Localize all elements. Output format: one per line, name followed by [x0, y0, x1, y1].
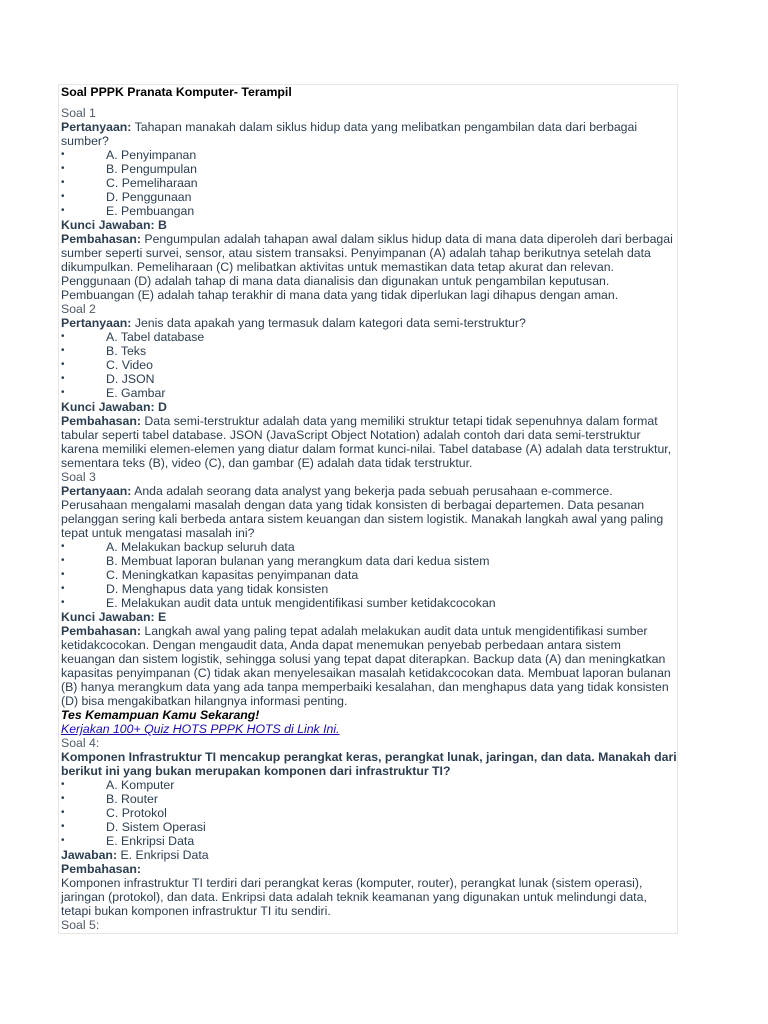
option-item: • D. JSON — [61, 372, 677, 386]
options-list — [61, 330, 677, 400]
quiz-link[interactable]: Kerjakan 100+ Quiz HOTS PPPK HOTS di Link Ini. — [61, 722, 340, 736]
option-item: • B. Pengumpulan — [61, 162, 677, 176]
question-label: Soal 3 — [61, 470, 96, 484]
option-item: • C. Pemeliharaan — [61, 176, 677, 190]
option-item: • E. Enkripsi Data — [61, 834, 677, 848]
answer-key: Kunci Jawaban: B — [61, 218, 167, 232]
option-item: • D. Menghapus data yang tidak konsisten — [61, 582, 677, 596]
options-list — [61, 778, 677, 848]
option-item: • E. Pembuangan — [61, 204, 677, 218]
explanation-body: Data semi-terstruktur adalah data yang memiliki struktur tetapi tidak sepenuhnya dalam format tabular seperti tabel database. JSON (JavaScript Object Notation) adalah contoh dari data semi-terstruktur karena memiliki elemen-elemen yang diatur dalam format kunci-nilai. Tabel database (A) adalah data terstruktur, sementara teks (B), video (C), dan gambar (E) adalah data tidak terstruktur. — [61, 414, 672, 470]
option-item: • A. Penyimpanan — [61, 148, 677, 162]
promo-heading: Tes Kemampuan Kamu Sekarang! — [61, 708, 260, 722]
question-label: Soal 5: — [61, 918, 100, 932]
question-body: Jenis data apakah yang termasuk dalam kategori data semi-terstruktur? — [131, 316, 526, 330]
question-label: Soal 1 — [61, 106, 96, 120]
question-prefix: Pertanyaan: — [61, 120, 132, 134]
question-text — [61, 316, 677, 330]
question-prefix: Pertanyaan: — [61, 484, 132, 498]
option-item: • A. Komputer — [61, 778, 677, 792]
question-block — [61, 736, 677, 918]
explanation — [61, 232, 677, 302]
explanation-prefix: Pembahasan: — [61, 624, 141, 638]
option-item: • B. Membuat laporan bulanan yang merangkum data dari kedua sistem — [61, 554, 677, 568]
question-text — [61, 484, 677, 540]
question-label: Soal 2 — [61, 302, 96, 316]
answer-text: E. Enkripsi Data — [117, 848, 209, 862]
option-item: • D. Sistem Operasi — [61, 820, 677, 834]
explanation-prefix: Pembahasan: — [61, 862, 141, 876]
explanation-prefix: Pembahasan: — [61, 414, 141, 428]
option-item: • E. Melakukan audit data untuk mengidentifikasi sumber ketidakcocokan — [61, 596, 677, 610]
question-label: Soal 4: — [61, 736, 100, 750]
option-item: • B. Teks — [61, 344, 677, 358]
question-prefix: Pertanyaan: — [61, 316, 132, 330]
document-page — [58, 84, 678, 934]
answer-key: Kunci Jawaban: D — [61, 400, 167, 414]
question-body: Tahapan manakah dalam siklus hidup data yang melibatkan pengambilan data dari berbagai sumber? — [61, 120, 638, 148]
option-item: • C. Protokol — [61, 806, 677, 820]
option-item: • E. Gambar — [61, 386, 677, 400]
question-block — [61, 106, 677, 302]
question-block — [61, 302, 677, 470]
option-item: • D. Penggunaan — [61, 190, 677, 204]
option-item: • C. Meningkatkan kapasitas penyimpanan data — [61, 568, 677, 582]
question-block — [61, 470, 677, 708]
option-item: • A. Melakukan backup seluruh data — [61, 540, 677, 554]
question-text — [61, 750, 677, 778]
options-list — [61, 540, 677, 610]
explanation — [61, 414, 677, 470]
option-item: • A. Tabel database — [61, 330, 677, 344]
option-item: • B. Router — [61, 792, 677, 806]
question-text — [61, 120, 677, 148]
document-content — [61, 85, 677, 932]
page-title: Soal PPPK Pranata Komputer- Terampil — [61, 85, 292, 99]
question-body: Anda adalah seorang data analyst yang bekerja pada sebuah perusahaan e-commerce. Perusahaan mengalami masalah dengan data yang tidak konsisten di berbagai departemen. Data pesanan pelanggan sering kali berbeda antara sistem keuangan dan sistem logistik. Manakah langkah awal yang paling tepat untuk mengatasi masalah ini? — [61, 484, 664, 540]
answer-key — [61, 848, 677, 862]
answer-key: Kunci Jawaban: E — [61, 610, 167, 624]
explanation-body: Langkah awal yang paling tepat adalah melakukan audit data untuk mengidentifikasi sumber ketidakcocokan. Dengan mengaudit data, Anda dapat menemukan penyebab perbedaan antara sistem keuangan dan sistem logistik, sehingga solusi yang tepat dapat diterapkan. Backup data (A) dan meningkatkan kapasitas penyimpanan (C) tidak akan menyelesaikan masalah ketidakcocokan data. Membuat laporan bulanan (B) hanya merangkum data yang ada tanpa memperbaiki kesalahan, dan menghapus data yang tidak konsisten (D) bisa mengakibatkan hilangnya informasi penting. — [61, 624, 671, 708]
explanation-body: Pengumpulan adalah tahapan awal dalam siklus hidup data di mana data diperoleh dari berbagai sumber seperti survei, sensor, atau sistem transaksi. Penyimpanan (A) adalah tahap berikutnya setelah data dikumpulkan. Pemeliharaan (C) melibatkan aktivitas untuk memastikan data tetap akurat dan relevan. Penggunaan (D) adalah tahap di mana data dianalisis dan digunakan untuk pengambilan keputusan. Pembuangan (E) adalah tahap terakhir di mana data yang tidak diperlukan lagi dihapus dengan aman. — [61, 232, 673, 302]
explanation-prefix: Pembahasan: — [61, 232, 141, 246]
explanation-body: Komponen infrastruktur TI terdiri dari perangkat keras (komputer, router), perangkat lunak (sistem operasi), jaringan (protokol), dan data. Enkripsi data adalah teknik keamanan yang digunakan untuk melindungi data, tetapi bukan komponen infrastruktur TI itu sendiri. — [61, 876, 647, 918]
question-body: Komponen Infrastruktur TI mencakup perangkat keras, perangkat lunak, jaringan, dan data. Manakah dari berikut ini yang bukan merupakan komponen dari infrastruktur TI? — [61, 750, 677, 778]
explanation — [61, 624, 677, 708]
answer-prefix: Jawaban: — [61, 848, 118, 862]
options-list — [61, 148, 677, 218]
option-item: • C. Video — [61, 358, 677, 372]
